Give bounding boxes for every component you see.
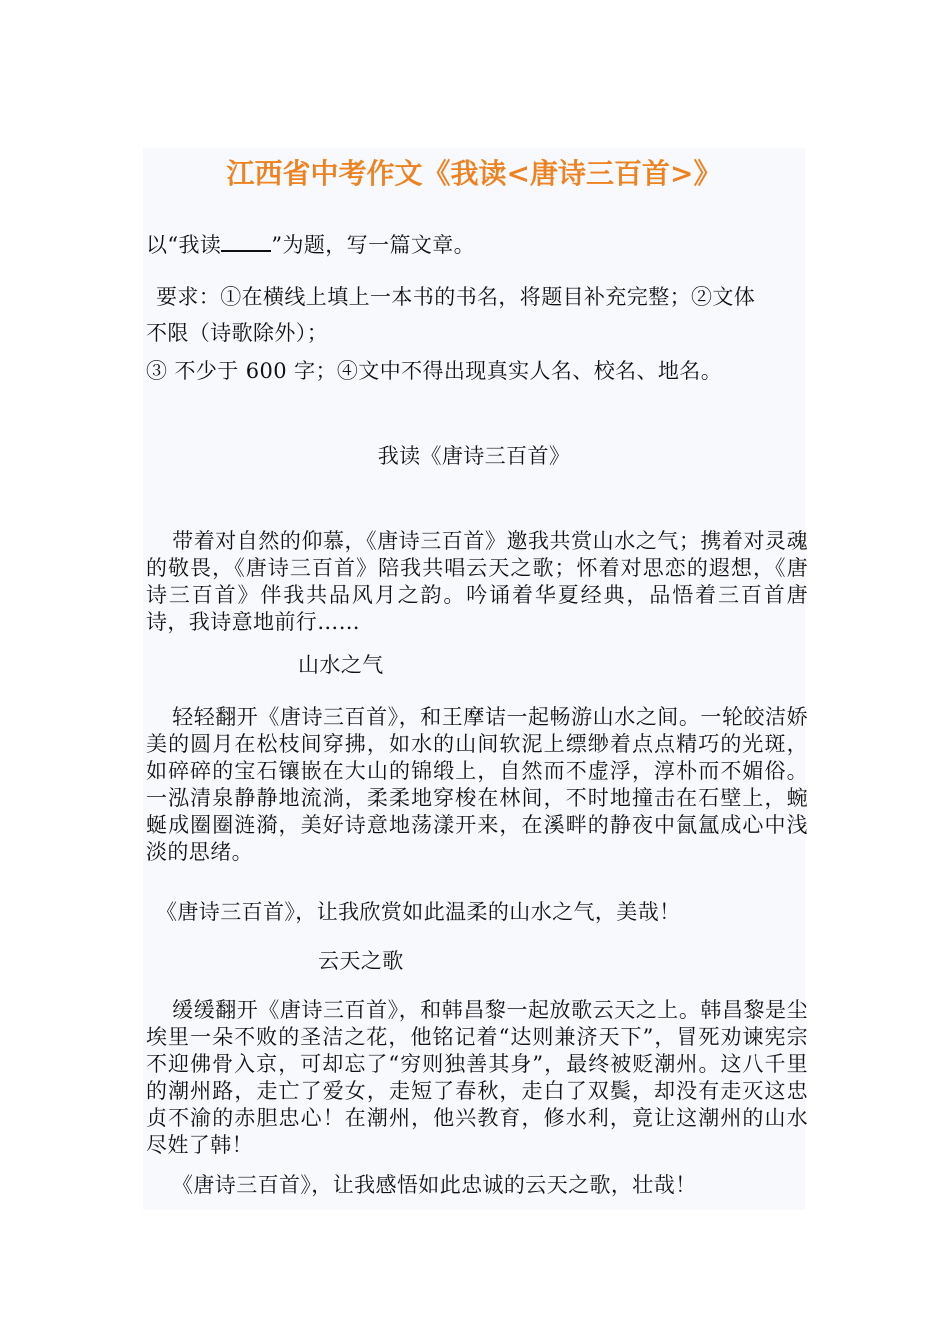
requirement-line-2: 不限（诗歌除外）；	[146, 321, 329, 345]
prompt-prefix: 以“我读	[146, 233, 222, 257]
section-1-closing: 《唐诗三百首》，让我欣赏如此温柔的山水之气，美哉！	[156, 900, 681, 924]
section-2-paragraph	[146, 997, 808, 1159]
requirement-line-3: ③ 不少于 600 字；④文中不得出现真实人名、校名、地名。	[146, 359, 723, 383]
essay-heading: 我读《唐诗三百首》	[377, 444, 571, 468]
section-title-landscape: 山水之气	[298, 653, 384, 677]
prompt-line	[146, 232, 808, 259]
requirement-line-1: 要求：①在横线上填上一本书的书名，将题目补充完整；②文体	[156, 285, 756, 309]
prompt-suffix: ”为题，写一篇文章。	[271, 233, 476, 257]
section-2-text: 缓缓翻开《唐诗三百首》，和韩昌黎一起放歌云天之上。韩昌黎是尘埃里一朵不败的圣洁之花，他铭记着“达则兼济天下”，冒死劝谏宪宗不迎佛骨入京，可却忘了“穷则独善其身”，最终被贬潮州。这八千里的潮州路，走亡了爱女，走短了春秋，走白了双鬓，却没有走灭这忠贞不渝的赤胆忠心！在潮州，他兴教育，修水利，竟让这潮州的山水尽姓了韩！	[146, 998, 808, 1157]
section-1-paragraph	[146, 704, 808, 866]
essay-intro-paragraph	[146, 528, 808, 636]
section-title-sky: 云天之歌	[318, 949, 404, 973]
fill-in-blank	[221, 232, 271, 252]
section-1-text: 轻轻翻开《唐诗三百首》，和王摩诘一起畅游山水之间。一轮皎洁娇美的圆月在松枝间穿拂，如水的山间软泥上缥缈着点点精巧的光斑，如碎碎的宝石镶嵌在大山的锦缎上，自然而不虚浮，淳朴而不媚俗。一泓清泉静静地流淌，柔柔地穿梭在林间，不时地撞击在石壁上，蜿蜒成圈圈涟漪，美好诗意地荡漾开来，在溪畔的静夜中氤氲成心中浅淡的思绪。	[146, 705, 808, 864]
page-title: 江西省中考作文《我读<唐诗三百首>》	[226, 157, 722, 190]
essay-intro-text: 带着对自然的仰慕，《唐诗三百首》邀我共赏山水之气；携着对灵魂的敬畏，《唐诗三百首》陪我共唱云天之歌；怀着对思恋的遐想，《唐诗三百首》伴我共品风月之韵。吟诵着华夏经典，品悟着三百首唐诗，我诗意地前行……	[146, 529, 808, 634]
section-2-closing: 《唐诗三百首》，让我感悟如此忠诚的云天之歌，壮哉！	[172, 1173, 697, 1197]
